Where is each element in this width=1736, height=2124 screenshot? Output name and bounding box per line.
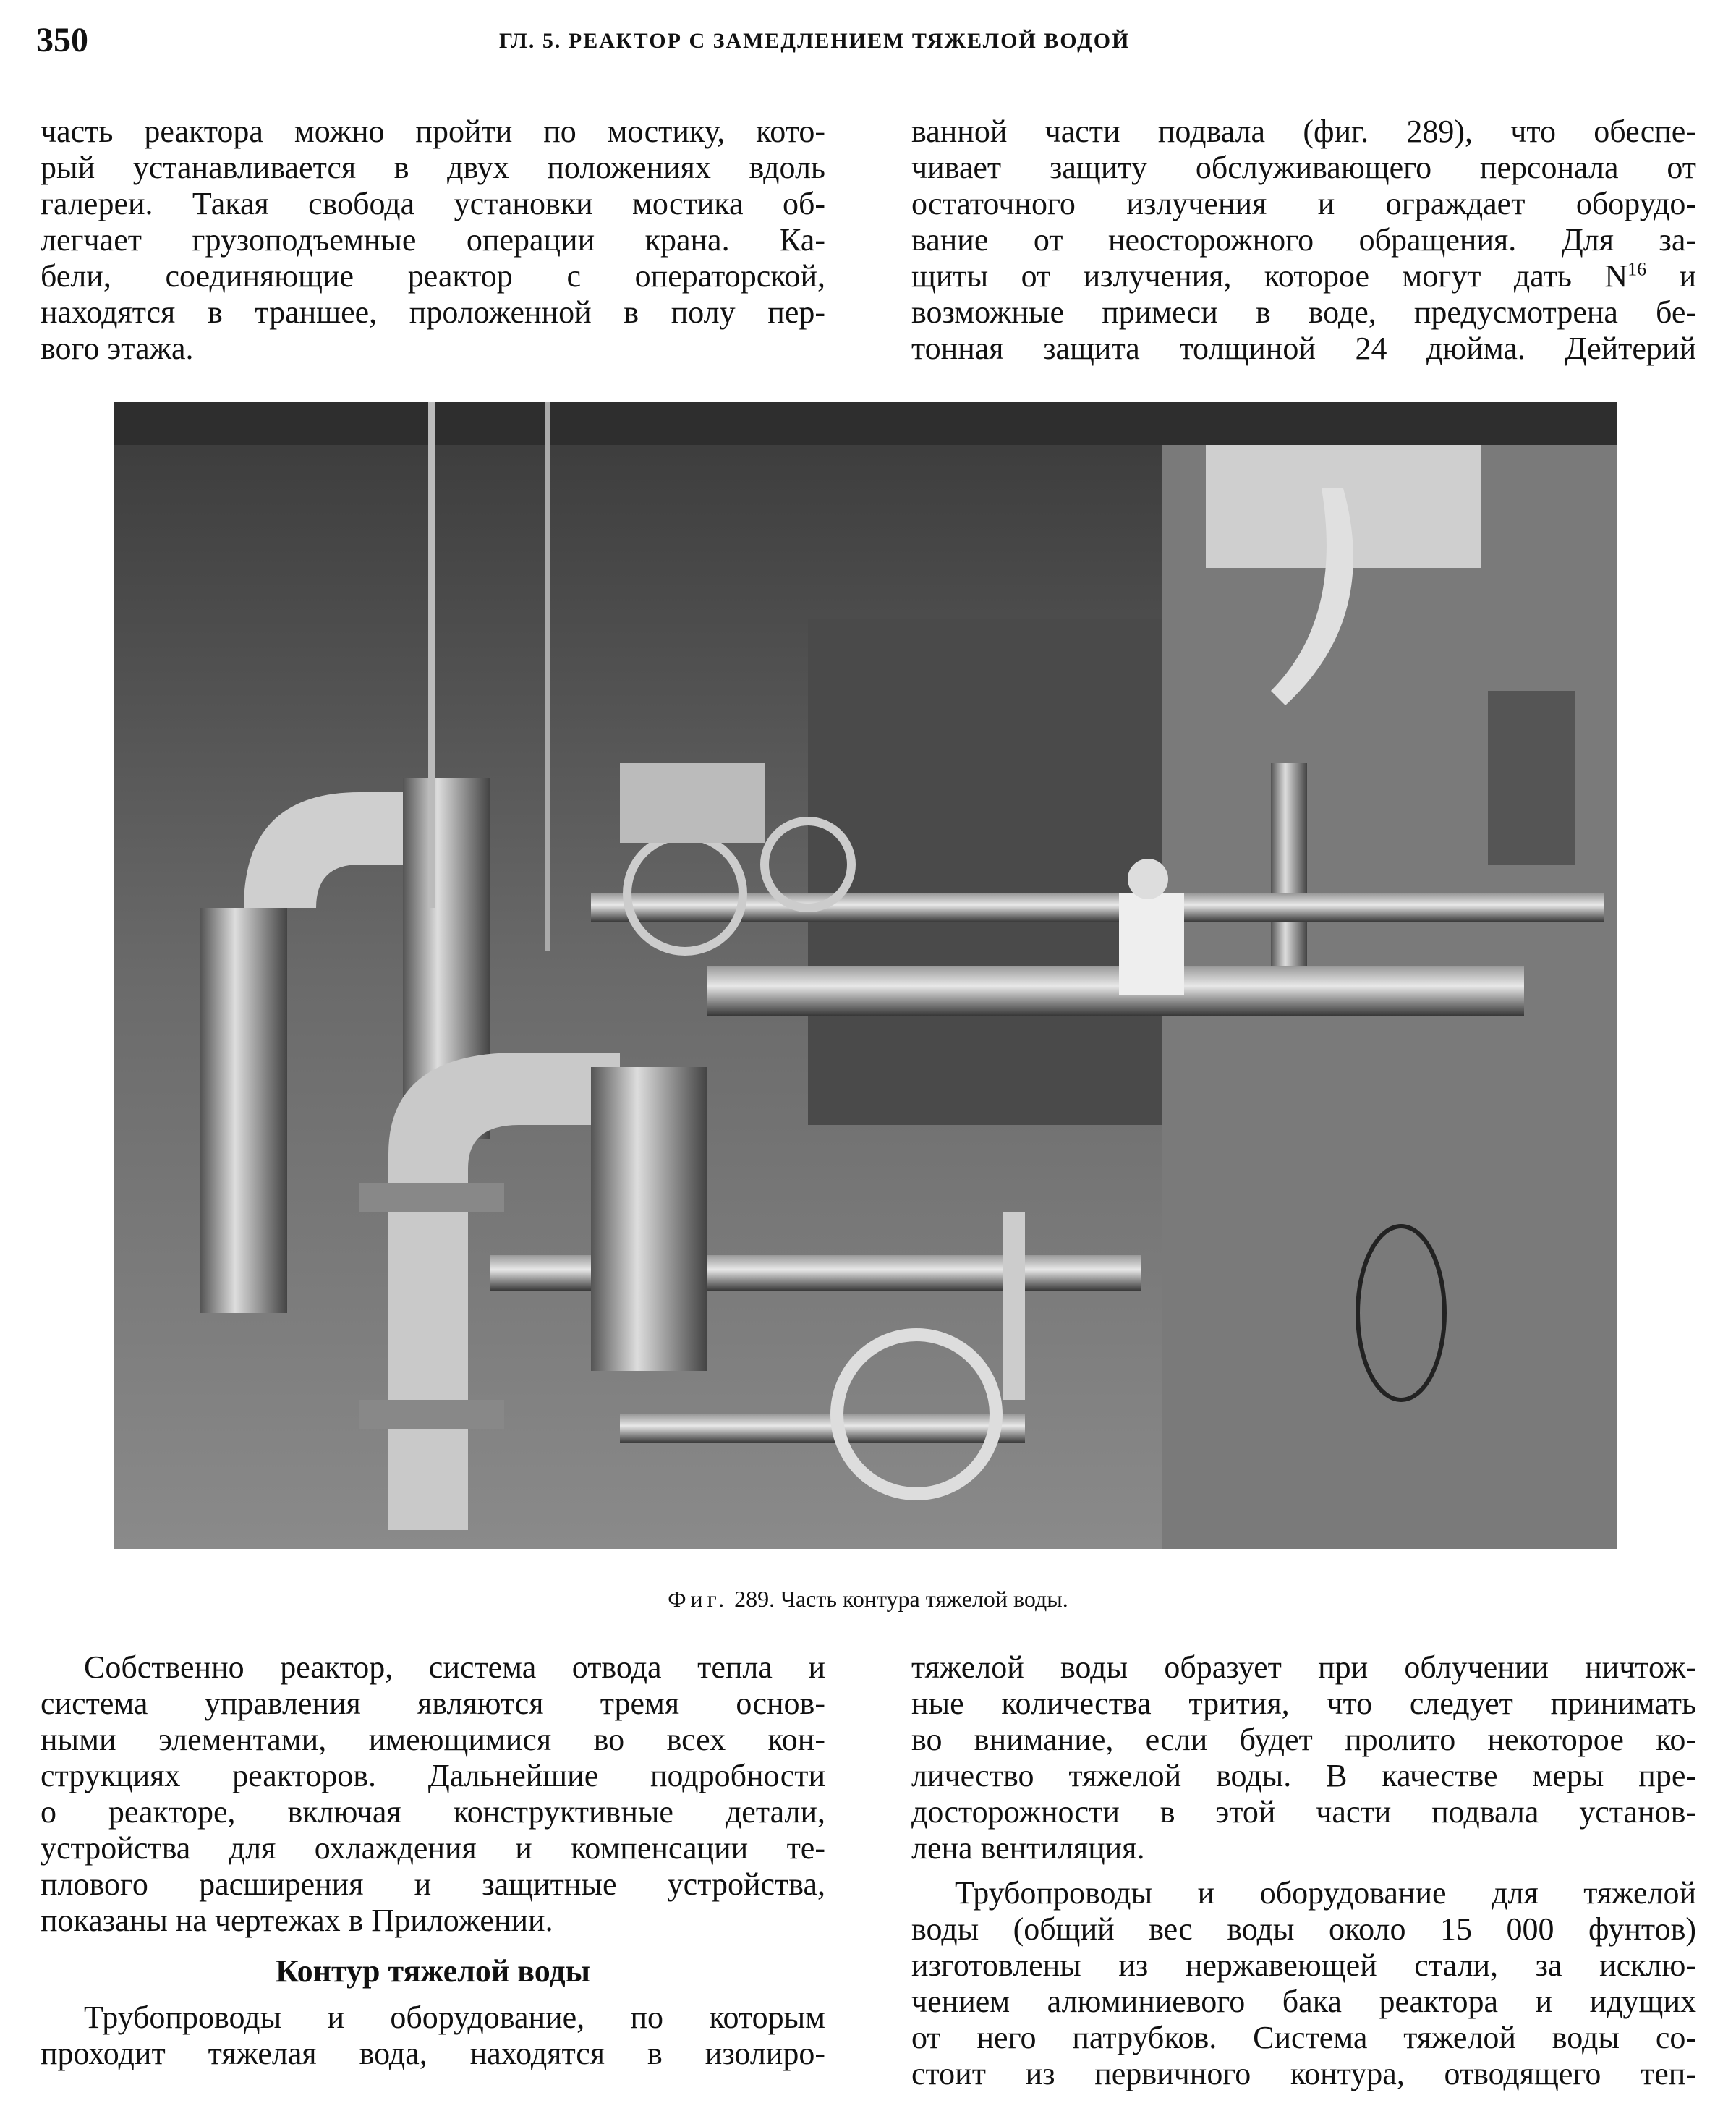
text-line: Трубопроводы и оборудование для тяжелой [955, 1875, 1696, 1911]
text-line: стоит из первичного контура, отводящего теп- [911, 2056, 1696, 2091]
bottom-right-column [911, 1649, 1696, 2092]
bottom-left-column [41, 1649, 825, 2072]
text-fragment: щиты от излучения, которое могут дать N [911, 258, 1628, 294]
text-line: от него патрубков. Система тяжелой воды со- [911, 2020, 1696, 2055]
text-line: рый устанавливается в двух положениях вдоль [41, 150, 825, 185]
figure-label: Фиг. [668, 1586, 729, 1612]
text-line: Трубопроводы и оборудование, по которым [84, 2000, 825, 2035]
figure-caption [0, 1586, 1736, 1613]
top-right-column [911, 114, 1696, 367]
text-line: воды (общий вес воды около 15 000 фунтов) [911, 1911, 1696, 1947]
figure-photo-heavy-water-piping [114, 402, 1617, 1549]
text-line: система управления являются тремя основ- [41, 1686, 825, 1721]
text-line: устройства для охлаждения и компенсации те- [41, 1830, 825, 1866]
figure-caption-text: 289. Часть контура тяжелой воды. [734, 1586, 1068, 1612]
text-line: Собственно реактор, система отвода тепла и [84, 1649, 825, 1685]
text-line: галереи. Такая свобода установки мостика об- [41, 186, 825, 221]
text-line: проходит тяжелая вода, находятся в изолиро- [41, 2036, 825, 2071]
running-title: ГЛ. 5. РЕАКТОР С ЗАМЕДЛЕНИЕМ ТЯЖЕЛОЙ ВОДОЙ [499, 29, 1131, 53]
text-line: вание от неосторожного обращения. Для за- [911, 222, 1696, 258]
text-line: личество тяжелой воды. В качестве меры пре- [911, 1758, 1696, 1793]
text-line-with-superscript [911, 258, 1696, 294]
text-line: возможные примеси в воде, предусмотрена бе- [911, 294, 1696, 330]
photo-illustration [114, 402, 1617, 1549]
text-line: легчает грузоподъемные операции крана. Ка- [41, 222, 825, 258]
section-heading: Контур тяжелой воды [275, 1953, 591, 1989]
text-line: остаточного излучения и ограждает оборудо- [911, 186, 1696, 221]
page-number: 350 [36, 21, 88, 59]
text-line: чением алюминиевого бака реактора и идущих [911, 1984, 1696, 2019]
text-line: бели, соединяющие реактор с операторской, [41, 258, 825, 294]
text-line: ванной части подвала (фиг. 289), что обеспе- [911, 114, 1696, 149]
text-line: часть реактора можно пройти по мостику, кото- [41, 114, 825, 149]
text-line: показаны на чертежах в Приложении. [41, 1903, 553, 1938]
text-line: находятся в траншее, проложенной в полу пер- [41, 294, 825, 330]
superscript: 16 [1628, 258, 1647, 280]
text-line: лена вентиляция. [911, 1830, 1145, 1866]
text-line: о реакторе, включая конструктивные детали, [41, 1794, 825, 1830]
text-line: вого этажа. [41, 331, 194, 366]
text-line: плового расширения и защитные устройства, [41, 1866, 825, 1902]
text-fragment: и [1646, 258, 1696, 294]
text-line: изготовлены из нержавеющей стали, за исклю- [911, 1947, 1696, 1983]
text-line: чивает защиту обслуживающего персонала от [911, 150, 1696, 185]
text-line: тяжелой воды образует при облучении ничтож- [911, 1649, 1696, 1685]
text-line: тонная защита толщиной 24 дюйма. Дейтерий [911, 331, 1696, 366]
text-line: ными элементами, имеющимися во всех кон- [41, 1722, 825, 1757]
top-left-column [41, 114, 825, 367]
text-line: во внимание, если будет пролито некоторое ко- [911, 1722, 1696, 1757]
text-line: досторожности в этой части подвала установ- [911, 1794, 1696, 1830]
text-line: ные количества трития, что следует принимать [911, 1686, 1696, 1721]
text-line: струкциях реакторов. Дальнейшие подробности [41, 1758, 825, 1793]
